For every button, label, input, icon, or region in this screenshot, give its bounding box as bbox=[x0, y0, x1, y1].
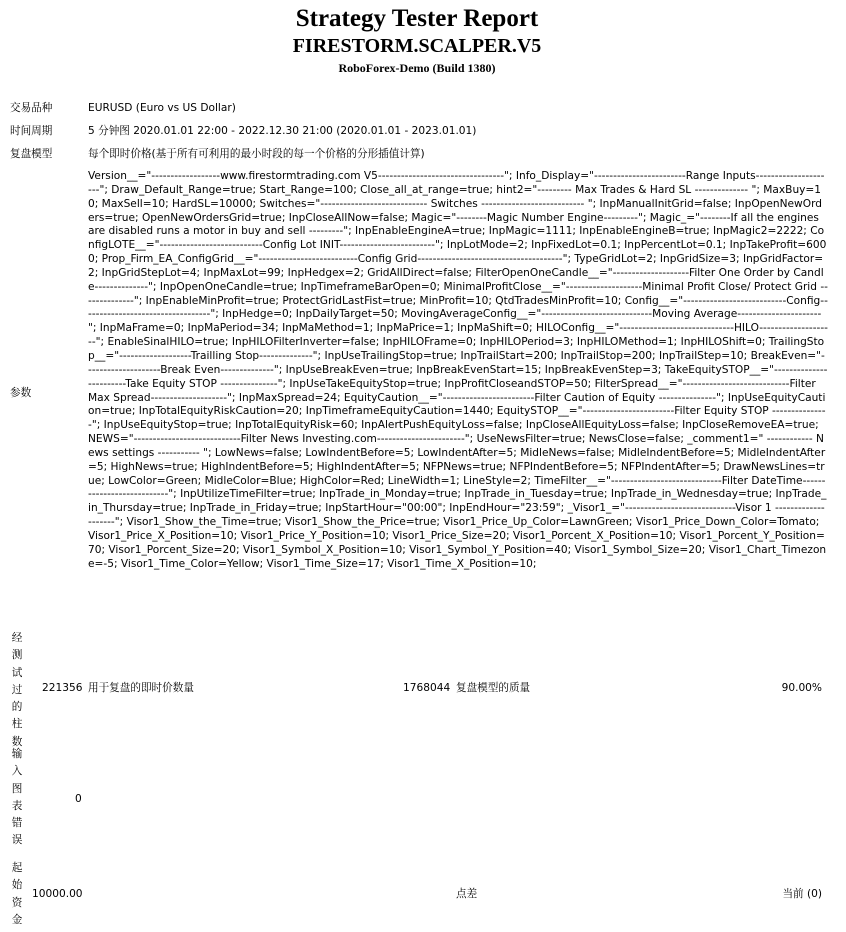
ticks-label: 用于复盘的即时价数量 bbox=[88, 682, 194, 694]
spread-label: 点差 bbox=[456, 888, 478, 900]
errors-label: 输入图表错误 bbox=[11, 748, 23, 847]
symbol-value: EURUSD (Euro vs US Dollar) bbox=[88, 102, 236, 114]
spread-value: 当前 (0) bbox=[782, 888, 822, 900]
model-label: 复盘模型 bbox=[10, 148, 53, 160]
period-label: 时间周期 bbox=[10, 125, 53, 137]
deposit-label: 起始资金 bbox=[11, 862, 23, 926]
bars-label: 经测试过的柱数 bbox=[11, 632, 23, 748]
report-title: Strategy Tester Report bbox=[295, 5, 539, 32]
expert-name: FIRESTORM.SCALPER.V5 bbox=[292, 35, 542, 57]
params-value: Version__="------------------www.firestormtrading.com V5---------------------------------"; Info_Display="------------------------Range Inputs---------------------"; Draw_Default_Range=true; Start_Range=100; Close_all_at_range=true; hint2="--------- Max Trades & Hard SL -------------- "; MaxBuy=10; MaxSell=10; HardSL=10000; Switches="---------------------------- Switches --------------------------- "; InpManualInitGrid=false; InpOpenNewOrders=true; OpenNewOrdersGrid=true; InpCloseAllNow=false; Magic="--------Magic Number Engine---------"; Magic_="--------If all the engines are disabled runs a motor in buy and sell ---------"; InpEnableEngineA=true; InpMagic=1111; InpEnableEngineB=true; InpMagic2=2222; ConfigLOTE__="---------------------------Config Lot INIT-------------------------"; InpLotMode=2; InpFixedLot=0.1; InpPercentLot=0.1; InpTakeProfit=6000; Prop_Firm_EA_ConfigGrid__="--------------------------Config Grid--------------------------------------"; TypeGridLot=2; InpGridSize=3; InpGridFactor=2; InpGridStepLot=4; InpMaxLot=99; InpHedgex=2; GridAllDirect=false; FilterOpenOneCandle__="--------------------Filter One Order by Candle--------------"; InpOpenOneCandle=true; InpTimeframeBarOpen=0; MinimalProfitClose__="--------------------Minimal Profit Close/ Protect Grid --------------"; InpEnableMinProfit=true; ProtectGridLastFist=true; MinProfit=10; QtdTradesMinProfit=10; Config__="---------------------------Config----------------------------------"; InpHedge=0; InpDailyTarget=50; MovingAverageConfig__="-----------------------------Moving Average----------------------"; InpMaFrame=0; InpMaPeriod=34; InpMaMethod=1; InpMaPrice=1; InpMaShift=0; HILOConfig__="------------------------------HILO--------------------"; EnableSinalHILO=true; InpHILOFilterInverter=false; InpHILOFrame=0; InpHILOPeriod=3; InpHILOMethod=1; InpHILOShift=0; TrailingStop__="-------------------Trailling Stop--------------"; InpUseTrailingStop=true; InpTrailStart=200; InpTrailStop=200; InpTrailStep=10; BreakEven="--------------------Break Even--------------"; InpUseBreakEven=true; InpBreakEvenStart=15; InpBreakEvenStep=3; TakeEquitySTOP__="------------------------Take Equity STOP ---------------"; InpUseTakeEquityStop=true; InpProfitCloseandSTOP=50; FilterSpread__="----------------------------Filter Max Spread--------------------"; InpMaxSpread=24; EquityCaution__="------------------------Filter Caution of Equity ---------------"; InpUseEquityCaution=true; InpTotalEquityRiskCaution=20; InpTimeframeEquityCaution=1440; EquitySTOP__="------------------------Filter Equity STOP ---------------"; InpUseEquityStop=true; InpTotalEquityRisk=60; InpAlertPushEquityLoss=false; InpCloseAllEquityLoss=false; InpCloseRemoveEA=true; NEWS="----------------------------Filter News Investing.com-----------------------"; UseNewsFilter=true; NewsClose=false; _comment1=" ------------ News settings ----------- "; LowNews=false; LowIndentBefore=5; LowIndentAfter=5; MidleNews=false; MidleIndentBefore=5; MidleIndentAfter=5; HighNews=true; HighIndentBefore=5; HighIndentAfter=5; NFPNews=true; NFPIndentBefore=5; NFPIndentAfter=5; DrawNewsLines=true; LowColor=Green; MidleColor=Blue; HighColor=Red; LineWidth=1; LineStyle=2; TimeFilter__="-----------------------------Filter DateTime---------------------------"; InpUtilizeTimeFilter=true; InpTrade_in_Monday=true; InpTrade_in_Tuesday=true; InpTrade_in_Wednesday=true; InpTrade_in_Thursday=true; InpTrade_in_Friday=true; InpStartHour="00:00"; InpEndHour="23:59"; _Visor1_="-----------------------------Visor 1 --------------------"; Visor1_Show_the_Time=true; Visor1_Show_the_Price=true; Visor1_Price_Up_Color=LawnGreen; Visor1_Price_Down_Color=Tomato; Visor1_Price_X_Position=10; Visor1_Price_Y_Position=10; Visor1_Price_Size=20; Visor1_Porcent_X_Position=10; Visor1_Porcent_Y_Position=70; Visor1_Porcent_Size=20; Visor1_Symbol_X_Position=10; Visor1_Symbol_Y_Position=40; Visor1_Symbol_Size=20; Visor1_Chart_Timezone=-5; Visor1_Time_Color=Yellow; Visor1_Time_Size=17; Visor1_Time_X_Position=10; bbox=[88, 170, 829, 570]
errors-value: 0 bbox=[75, 793, 82, 805]
quality-label: 复盘模型的质量 bbox=[456, 682, 531, 694]
params-label: 参数 bbox=[10, 387, 32, 399]
symbol-label: 交易品种 bbox=[10, 102, 53, 114]
model-value: 每个即时价格(基于所有可利用的最小时段的每一个价格的分形插值计算) bbox=[88, 148, 425, 160]
ticks-value: 1768044 bbox=[403, 682, 451, 694]
quality-value: 90.00% bbox=[781, 682, 822, 694]
server-name: RoboForex-Demo (Build 1380) bbox=[338, 61, 496, 75]
period-value: 5 分钟图 2020.01.01 22:00 - 2022.12.30 21:00 (2020.01.01 - 2023.01.01) bbox=[88, 125, 477, 137]
bars-value: 221356 bbox=[42, 682, 83, 694]
deposit-value: 10000.00 bbox=[32, 888, 83, 900]
